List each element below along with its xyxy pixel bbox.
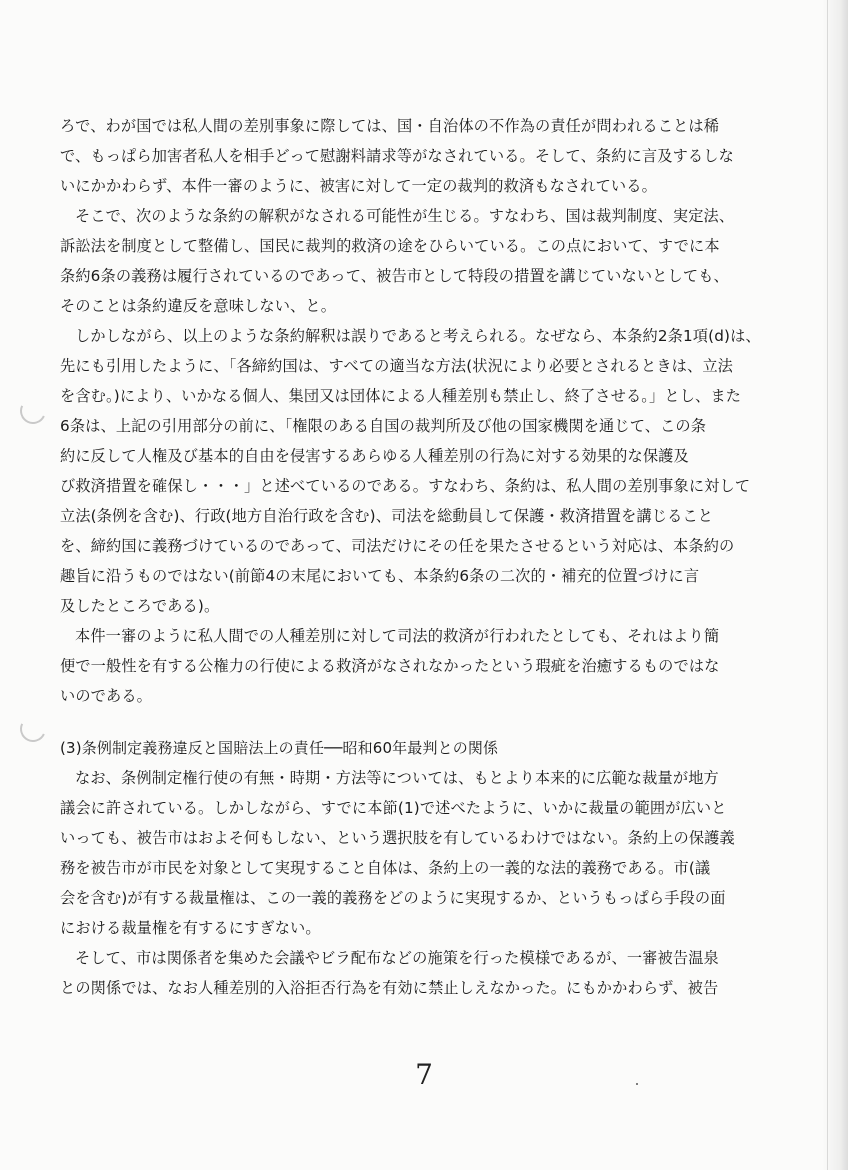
text-line: で、もっぱら加害者私人を相手どって慰謝料請求等がなされている。そして、条約に言及するしな <box>60 147 734 165</box>
text-line: 本件一審のように私人間での人種差別に対して司法的救済が行われたとしても、それはより簡 <box>75 627 720 645</box>
scan-speck <box>636 1083 638 1085</box>
text-line: 議会に許されている。しかしながら、すでに本節(1)で述べたように、いかに裁量の範囲が広いと <box>60 799 727 817</box>
text-line: を、締約国に義務づけているのであって、司法だけにその任を果たさせるという対応は、本条約の <box>60 537 735 555</box>
text-line: 及したところである)。 <box>60 597 220 615</box>
text-line: 趣旨に沿うものではない(前節4の末尾においても、本条約6条の二次的・補充的位置づけに言 <box>60 567 700 585</box>
punch-hole-mark-lower <box>16 712 49 745</box>
text-line: 務を被告市が市民を対象として実現すること自体は、条約上の一義的な法的義務である。市(議 <box>60 859 711 877</box>
text-line: 便で一般性を有する公権力の行使による救済がなされなかったという瑕疵を治癒するものではな <box>60 657 720 675</box>
page-edge-line <box>827 0 828 1170</box>
text-line: 会を含む)が有する裁量権は、この一義的義務をどのように実現するか、というもっぱら手段の面 <box>60 889 726 907</box>
text-line: いのである。 <box>60 687 153 705</box>
punch-hole-mark-upper <box>16 394 49 427</box>
text-line: ろで、わが国では私人間の差別事象に際しては、国・自治体の不作為の責任が問われることは稀 <box>60 117 720 135</box>
section-heading: (3)条例制定義務違反と国賠法上の責任──昭和60年最判との関係 <box>60 739 499 757</box>
text-line: そして、市は関係者を集めた会議やビラ配布などの施策を行った模様であるが、一審被告温泉 <box>75 949 719 967</box>
paragraph-continuation <box>60 111 760 201</box>
text-line: そこで、次のような条約の解釈がなされる可能性が生じる。すなわち、国は裁判制度、実定法、 <box>75 207 735 225</box>
paragraph-possible-interpretation <box>60 201 760 321</box>
paragraph-conclusion <box>60 621 760 711</box>
text-line: いにかかわらず、本件一審のように、被害に対して一定の裁判的救済もなされている。 <box>60 177 657 195</box>
text-line: との関係では、なお人種差別的入浴拒否行為を有効に禁止しえなかった。にもかかわらず、被告 <box>60 979 719 997</box>
text-line: 条約6条の義務は履行されているのであって、被告市として特段の措置を講じていないとしても、 <box>60 267 729 285</box>
document-body <box>60 111 760 1003</box>
text-line: における裁量権を有するにすぎない。 <box>60 919 321 937</box>
text-line: を含む。)により、いかなる個人、集団又は団体による人種差別も禁止し、終了させる。」とし、また <box>60 387 742 405</box>
text-line: しかしながら、以上のような条約解釈は誤りであると考えられる。なぜなら、本条約2条1項(d)は、 <box>75 327 761 345</box>
page-edge-shadow <box>822 0 848 1170</box>
page-number: 7 <box>415 1058 433 1091</box>
paragraph-city-measures <box>60 943 760 1003</box>
text-line: 6条は、上記の引用部分の前に、「権限のある自国の裁判所及び他の国家機関を通じて、この条 <box>60 417 707 435</box>
text-line: 立法(条例を含む)、行政(地方自治行政を含む)、司法を総動員して保護・救済措置を講じること <box>60 507 714 525</box>
paragraph-rebuttal <box>60 321 760 621</box>
text-line: 約に反して人権及び基本的自由を侵害するあらゆる人種差別の行為に対する効果的な保護及 <box>60 447 689 465</box>
text-line: なお、条例制定権行使の有無・時期・方法等については、もとより本来的に広範な裁量が地方 <box>75 769 719 787</box>
section-spacer <box>60 711 760 733</box>
text-line: そのことは条約違反を意味しない、と。 <box>60 297 337 315</box>
text-line: 訴訟法を制度として整備し、国民に裁判的救済の途をひらいている。この点において、すでに本 <box>60 237 720 255</box>
text-line: 先にも引用したように、「各締約国は、すべての適当な方法(状況により必要とされるときは、立法 <box>60 357 734 375</box>
text-line: いっても、被告市はおよそ何もしない、という選択肢を有しているわけではない。条約上の保護義 <box>60 829 735 847</box>
section-3 <box>60 733 760 1003</box>
paragraph-discretion <box>60 763 760 943</box>
text-line: び救済措置を確保し・・・」と述べているのである。すなわち、条約は、私人間の差別事象に対して <box>60 477 751 495</box>
